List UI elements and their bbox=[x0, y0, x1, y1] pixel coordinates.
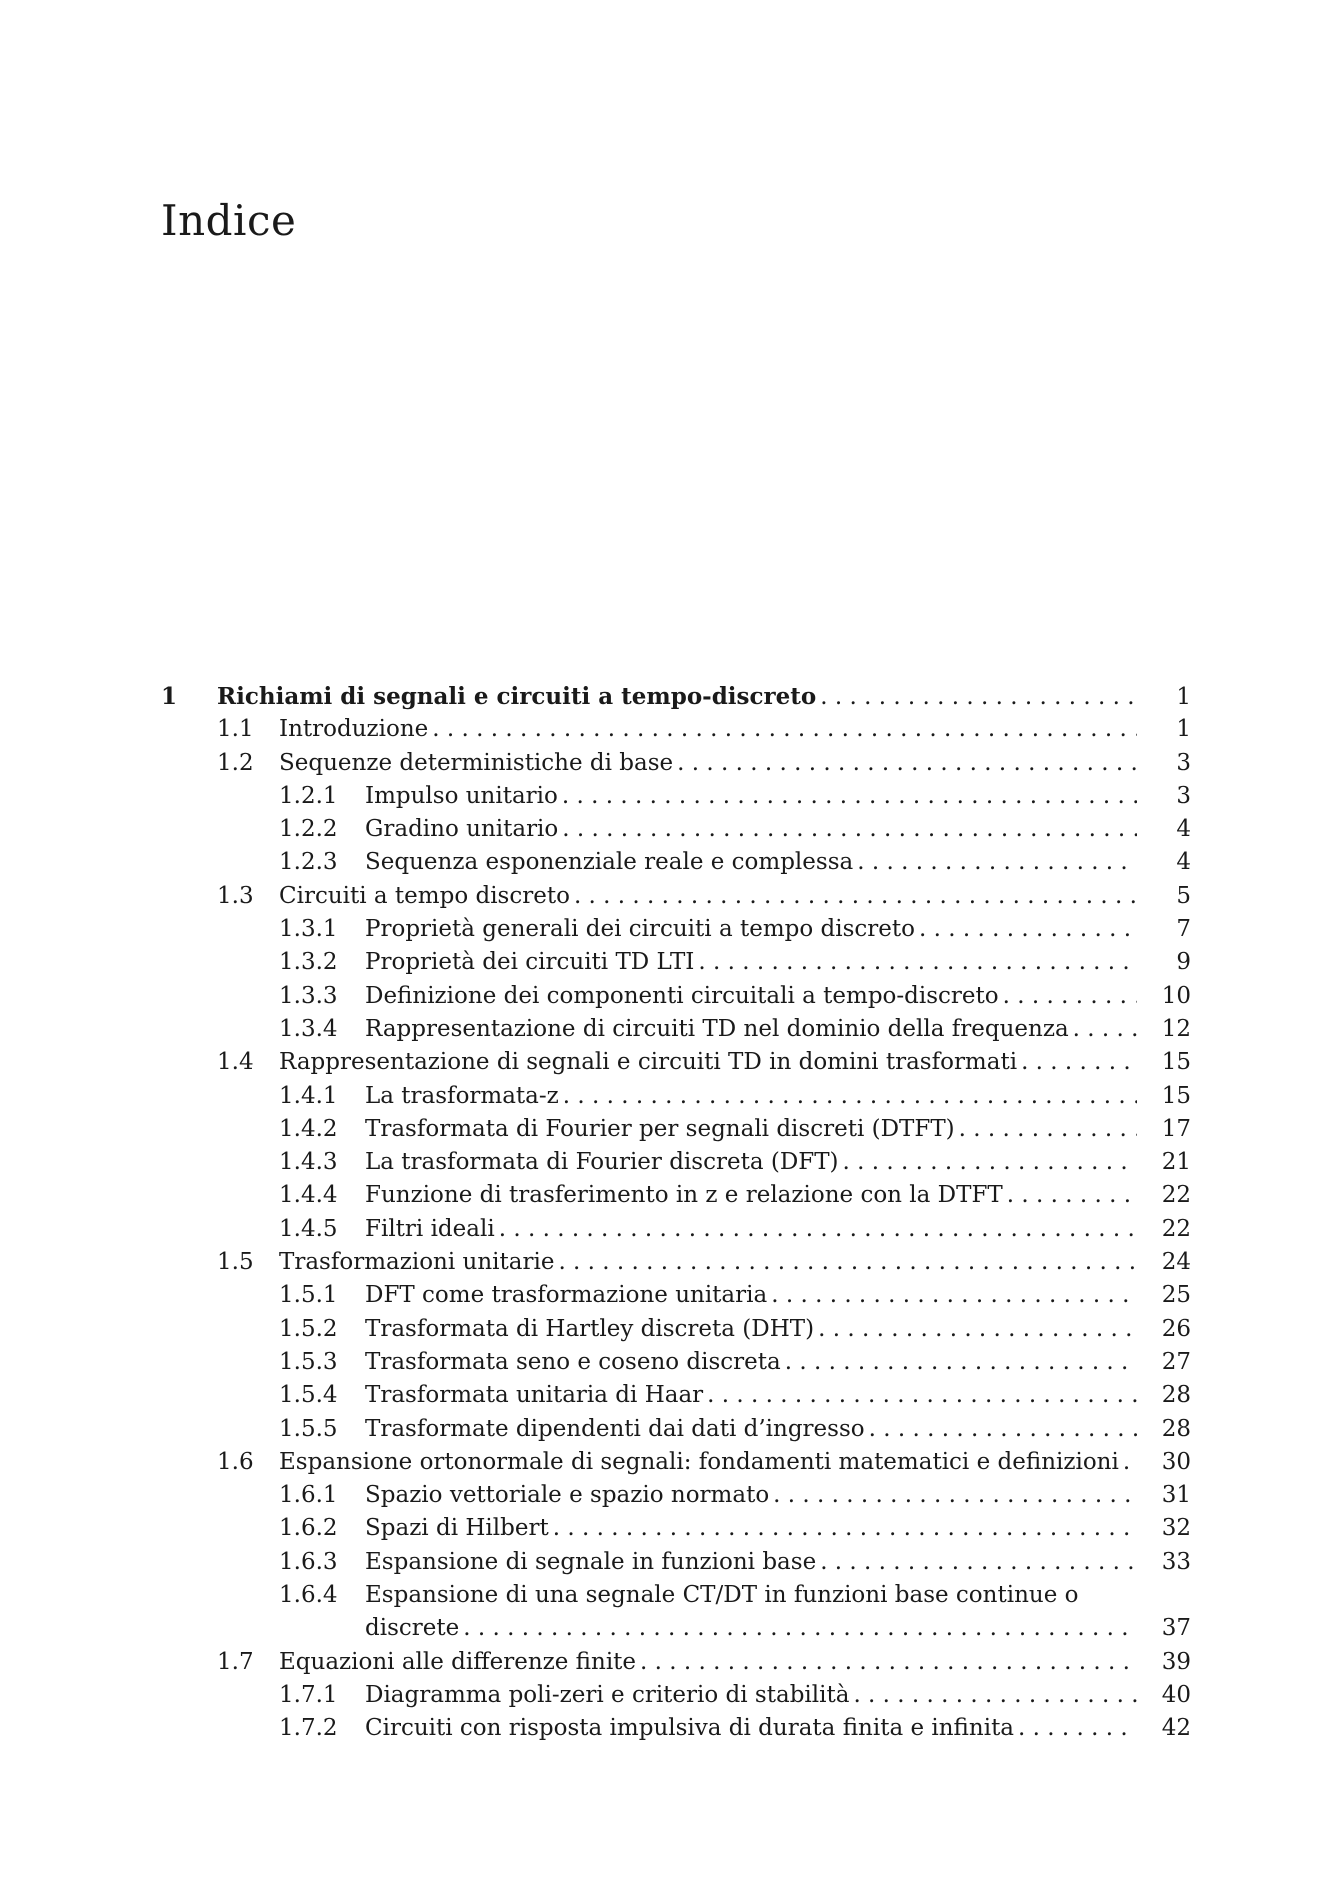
toc-entry-title: La trasformata-z bbox=[365, 1082, 559, 1109]
toc-entry-line bbox=[365, 1413, 1191, 1446]
table-of-contents bbox=[161, 680, 1191, 1746]
toc-entry-subsection[interactable] bbox=[161, 946, 1191, 979]
toc-entry-section[interactable] bbox=[161, 1446, 1191, 1479]
toc-entry-continuation[interactable] bbox=[161, 1612, 1191, 1645]
dot-leader bbox=[1021, 1046, 1137, 1079]
toc-entry-subsection[interactable] bbox=[161, 1013, 1191, 1046]
toc-entry-section[interactable] bbox=[161, 747, 1191, 780]
toc-entry-title: Trasformazioni unitarie bbox=[279, 1249, 555, 1276]
toc-entry-chapter[interactable] bbox=[161, 680, 1191, 713]
dot-leader bbox=[843, 1146, 1137, 1179]
toc-entry-title: Diagramma poli-zeri e criterio di stabilità bbox=[365, 1681, 850, 1708]
toc-entry-section[interactable] bbox=[161, 1646, 1191, 1679]
toc-entry-page-number: 4 bbox=[1176, 849, 1191, 876]
toc-entry-title: Trasformata di Fourier per segnali discreti (DTFT) bbox=[365, 1115, 955, 1142]
dot-leader bbox=[919, 913, 1137, 946]
page-title: Indice bbox=[161, 196, 297, 245]
toc-entry-subsection[interactable] bbox=[161, 1379, 1191, 1412]
toc-entry-subsection[interactable] bbox=[161, 813, 1191, 846]
toc-entry-section[interactable] bbox=[161, 713, 1191, 746]
toc-entry-title: Circuiti a tempo discreto bbox=[279, 882, 570, 909]
toc-entry-number: 1.7 bbox=[217, 1648, 254, 1675]
toc-entry-subsection[interactable] bbox=[161, 846, 1191, 879]
toc-entry-line bbox=[279, 713, 1191, 746]
toc-entry-title: Definizione dei componenti circuitali a tempo-discreto bbox=[365, 982, 999, 1009]
toc-entry-line bbox=[365, 1179, 1191, 1212]
toc-entry-page-number: 39 bbox=[1161, 1648, 1191, 1675]
dot-leader bbox=[1003, 980, 1137, 1013]
toc-entry-subsection[interactable] bbox=[161, 980, 1191, 1013]
toc-entry-line bbox=[365, 846, 1191, 879]
dot-leader bbox=[818, 1313, 1137, 1346]
toc-entry-number: 1.4 bbox=[217, 1049, 254, 1076]
toc-entry-title: Proprietà generali dei circuiti a tempo discreto bbox=[365, 916, 915, 943]
toc-entry-title: Gradino unitario bbox=[365, 816, 559, 843]
toc-entry-subsection[interactable] bbox=[161, 1213, 1191, 1246]
dot-leader bbox=[499, 1213, 1137, 1246]
toc-entry-page-number: 30 bbox=[1161, 1448, 1191, 1475]
toc-entry-section[interactable] bbox=[161, 880, 1191, 913]
toc-entry-line bbox=[365, 1213, 1191, 1246]
toc-entry-line bbox=[365, 980, 1191, 1013]
toc-entry-number: 1.3.3 bbox=[279, 982, 338, 1009]
dot-leader bbox=[563, 1080, 1137, 1113]
toc-entry-page-number: 40 bbox=[1161, 1681, 1191, 1708]
toc-entry-subsection[interactable] bbox=[161, 1512, 1191, 1545]
toc-entry-line bbox=[217, 680, 1191, 714]
toc-entry-title: discrete bbox=[365, 1615, 460, 1642]
toc-entry-title: Spazi di Hilbert bbox=[365, 1515, 549, 1542]
toc-entry-page-number: 22 bbox=[1161, 1215, 1191, 1242]
toc-entry-subsection[interactable] bbox=[161, 1080, 1191, 1113]
toc-entry-line bbox=[365, 1013, 1191, 1046]
toc-entry-title: Introduzione bbox=[279, 716, 429, 743]
dot-leader bbox=[698, 946, 1137, 979]
toc-entry-number: 1.3.2 bbox=[279, 949, 338, 976]
toc-entry-subsection[interactable] bbox=[161, 1146, 1191, 1179]
dot-leader bbox=[1073, 1013, 1137, 1046]
toc-entry-page-number: 4 bbox=[1176, 816, 1191, 843]
toc-entry-page-number: 10 bbox=[1161, 982, 1191, 1009]
toc-entry-page-number: 1 bbox=[1176, 684, 1191, 710]
toc-entry-page-number: 33 bbox=[1161, 1548, 1191, 1575]
toc-entry-line bbox=[279, 880, 1191, 913]
toc-entry-title: Circuiti con risposta impulsiva di durata finita e infinita bbox=[365, 1715, 1015, 1742]
toc-entry-subsection[interactable] bbox=[161, 1413, 1191, 1446]
toc-entry-subsection[interactable] bbox=[161, 1179, 1191, 1212]
toc-entry-subsection[interactable] bbox=[161, 1279, 1191, 1312]
toc-entry-number: 1.2 bbox=[217, 749, 254, 776]
toc-entry-title: Equazioni alle differenze finite bbox=[279, 1648, 637, 1675]
toc-entry-section[interactable] bbox=[161, 1046, 1191, 1079]
toc-entry-subsection[interactable] bbox=[161, 1313, 1191, 1346]
toc-entry-line bbox=[365, 1479, 1191, 1512]
dot-leader bbox=[820, 1546, 1137, 1579]
toc-entry-number: 1.6.3 bbox=[279, 1548, 338, 1575]
toc-entry-page-number: 22 bbox=[1161, 1182, 1191, 1209]
toc-entry-number: 1.5.1 bbox=[279, 1282, 338, 1309]
toc-entry-number: 1.4.3 bbox=[279, 1149, 338, 1176]
toc-entry-page-number: 37 bbox=[1161, 1615, 1191, 1642]
dot-leader bbox=[1007, 1179, 1137, 1212]
toc-entry-line bbox=[365, 1512, 1191, 1545]
toc-entry-number: 1.2.2 bbox=[279, 816, 338, 843]
toc-entry-title: Rappresentazione di segnali e circuiti TD in domini trasformati bbox=[279, 1049, 1018, 1076]
toc-entry-title: Sequenza esponenziale reale e complessa bbox=[365, 849, 854, 876]
toc-entry-number: 1 bbox=[161, 683, 178, 710]
toc-entry-title: Trasformata di Hartley discreta (DHT) bbox=[365, 1315, 815, 1342]
toc-entry-number: 1.3.4 bbox=[279, 1015, 338, 1042]
toc-entry-number: 1.6.2 bbox=[279, 1515, 338, 1542]
toc-entry-subsection[interactable] bbox=[161, 1579, 1191, 1612]
toc-entry-title: Funzione di trasferimento in z e relazione con la DTFT bbox=[365, 1182, 1003, 1209]
toc-entry-number: 1.5.3 bbox=[279, 1348, 338, 1375]
toc-entry-title: Richiami di segnali e circuiti a tempo-discreto bbox=[217, 683, 817, 710]
toc-entry-line bbox=[279, 1246, 1191, 1279]
toc-entry-line bbox=[365, 1379, 1191, 1412]
toc-entry-subsection[interactable] bbox=[161, 913, 1191, 946]
toc-entry-number: 1.1 bbox=[217, 716, 254, 743]
toc-entry-page-number: 32 bbox=[1161, 1515, 1191, 1542]
toc-entry-subsection[interactable] bbox=[161, 1712, 1191, 1745]
toc-entry-line bbox=[365, 1313, 1191, 1346]
toc-entry-number: 1.3 bbox=[217, 882, 254, 909]
toc-entry-title: DFT come trasformazione unitaria bbox=[365, 1282, 768, 1309]
toc-entry-title: Rappresentazione di circuiti TD nel dominio della frequenza bbox=[365, 1015, 1069, 1042]
toc-entry-title: Sequenze deterministiche di base bbox=[279, 749, 674, 776]
toc-entry-number: 1.5.2 bbox=[279, 1315, 338, 1342]
toc-entry-subsection[interactable] bbox=[161, 1546, 1191, 1579]
toc-entry-title: Proprietà dei circuiti TD LTI bbox=[365, 949, 695, 976]
toc-entry-page-number: 42 bbox=[1161, 1715, 1191, 1742]
dot-leader bbox=[959, 1113, 1137, 1146]
toc-entry-subsection[interactable] bbox=[161, 1479, 1191, 1512]
toc-entry-number: 1.4.4 bbox=[279, 1182, 338, 1209]
toc-entry-page-number: 15 bbox=[1161, 1049, 1191, 1076]
dot-leader bbox=[820, 681, 1137, 714]
toc-entry-number: 1.5.4 bbox=[279, 1382, 338, 1409]
toc-entry-line bbox=[279, 747, 1191, 780]
toc-entry-section[interactable] bbox=[161, 1246, 1191, 1279]
toc-entry-number: 1.4.5 bbox=[279, 1215, 338, 1242]
toc-entry-line bbox=[365, 1113, 1191, 1146]
toc-entry-number: 1.6.1 bbox=[279, 1482, 338, 1509]
toc-entry-line bbox=[365, 1712, 1191, 1745]
dot-leader bbox=[857, 846, 1137, 879]
toc-entry-line bbox=[279, 1646, 1191, 1679]
toc-entry-page-number: 15 bbox=[1161, 1082, 1191, 1109]
toc-entry-page-number: 3 bbox=[1176, 782, 1191, 809]
toc-entry-page-number: 28 bbox=[1161, 1382, 1191, 1409]
toc-entry-line bbox=[365, 1579, 1191, 1612]
toc-entry-number: 1.3.1 bbox=[279, 916, 338, 943]
toc-entry-page-number: 24 bbox=[1161, 1249, 1191, 1276]
toc-entry-line bbox=[365, 946, 1191, 979]
dot-leader bbox=[707, 1379, 1137, 1412]
toc-entry-number: 1.5.5 bbox=[279, 1415, 338, 1442]
toc-entry-page-number: 21 bbox=[1161, 1149, 1191, 1176]
dot-leader bbox=[677, 747, 1137, 780]
dot-leader bbox=[1123, 1446, 1137, 1479]
toc-entry-number: 1.2.1 bbox=[279, 782, 338, 809]
toc-entry-title: La trasformata di Fourier discreta (DFT) bbox=[365, 1149, 839, 1176]
toc-entry-page-number: 28 bbox=[1161, 1415, 1191, 1442]
dot-leader bbox=[553, 1512, 1137, 1545]
toc-entry-title: Impulso unitario bbox=[365, 782, 558, 809]
dot-leader bbox=[432, 713, 1137, 746]
toc-entry-number: 1.7.2 bbox=[279, 1715, 338, 1742]
dot-leader bbox=[771, 1279, 1137, 1312]
toc-entry-subsection[interactable] bbox=[161, 780, 1191, 813]
toc-entry-line bbox=[279, 1046, 1191, 1079]
toc-entry-page-number: 12 bbox=[1161, 1015, 1191, 1042]
dot-leader bbox=[562, 780, 1137, 813]
toc-entry-title: Trasformata unitaria di Haar bbox=[365, 1382, 704, 1409]
toc-entry-page-number: 7 bbox=[1176, 916, 1191, 943]
toc-entry-title: Filtri ideali bbox=[365, 1215, 495, 1242]
dot-leader bbox=[869, 1413, 1137, 1446]
toc-entry-line bbox=[365, 813, 1191, 846]
toc-entry-title: Espansione di una segnale CT/DT in funzioni base continue o bbox=[365, 1582, 1079, 1609]
toc-entry-line bbox=[365, 780, 1191, 813]
toc-entry-number: 1.5 bbox=[217, 1249, 254, 1276]
toc-entry-line bbox=[365, 1346, 1191, 1379]
toc-entry-page-number: 17 bbox=[1161, 1115, 1191, 1142]
toc-entry-number: 1.6 bbox=[217, 1448, 254, 1475]
toc-entry-line bbox=[365, 1546, 1191, 1579]
toc-entry-subsection[interactable] bbox=[161, 1346, 1191, 1379]
toc-entry-page-number: 5 bbox=[1176, 882, 1191, 909]
toc-entry-page-number: 31 bbox=[1161, 1482, 1191, 1509]
toc-entry-number: 1.7.1 bbox=[279, 1681, 338, 1708]
toc-entry-subsection[interactable] bbox=[161, 1679, 1191, 1712]
toc-entry-title: Spazio vettoriale e spazio normato bbox=[365, 1482, 770, 1509]
toc-entry-page-number: 25 bbox=[1161, 1282, 1191, 1309]
toc-entry-subsection[interactable] bbox=[161, 1113, 1191, 1146]
dot-leader bbox=[562, 813, 1137, 846]
toc-entry-page-number: 9 bbox=[1176, 949, 1191, 976]
toc-entry-number: 1.2.3 bbox=[279, 849, 338, 876]
dot-leader bbox=[640, 1646, 1137, 1679]
toc-entry-line bbox=[365, 1279, 1191, 1312]
dot-leader bbox=[1018, 1712, 1137, 1745]
toc-entry-line bbox=[279, 1446, 1191, 1479]
toc-entry-title: Espansione di segnale in funzioni base bbox=[365, 1548, 817, 1575]
dot-leader bbox=[463, 1612, 1137, 1645]
toc-entry-line bbox=[365, 1679, 1191, 1712]
toc-entry-page-number: 26 bbox=[1161, 1315, 1191, 1342]
toc-entry-title: Espansione ortonormale di segnali: fondamenti matematici e definizioni bbox=[279, 1448, 1119, 1475]
dot-leader bbox=[558, 1246, 1137, 1279]
toc-entry-line bbox=[365, 1146, 1191, 1179]
toc-entry-title: Trasformate dipendenti dai dati d’ingresso bbox=[365, 1415, 865, 1442]
toc-entry-title: Trasformata seno e coseno discreta bbox=[365, 1348, 781, 1375]
toc-entry-number: 1.4.2 bbox=[279, 1115, 338, 1142]
toc-entry-line bbox=[365, 1612, 1191, 1645]
dot-leader bbox=[853, 1679, 1137, 1712]
toc-entry-page-number: 27 bbox=[1161, 1348, 1191, 1375]
toc-entry-page-number: 1 bbox=[1176, 716, 1191, 743]
toc-entry-page-number: 3 bbox=[1176, 749, 1191, 776]
dot-leader bbox=[574, 880, 1137, 913]
toc-entry-number: 1.6.4 bbox=[279, 1582, 338, 1609]
toc-entry-number: 1.4.1 bbox=[279, 1082, 338, 1109]
toc-entry-line bbox=[365, 1080, 1191, 1113]
dot-leader bbox=[785, 1346, 1137, 1379]
dot-leader bbox=[773, 1479, 1137, 1512]
toc-entry-line bbox=[365, 913, 1191, 946]
